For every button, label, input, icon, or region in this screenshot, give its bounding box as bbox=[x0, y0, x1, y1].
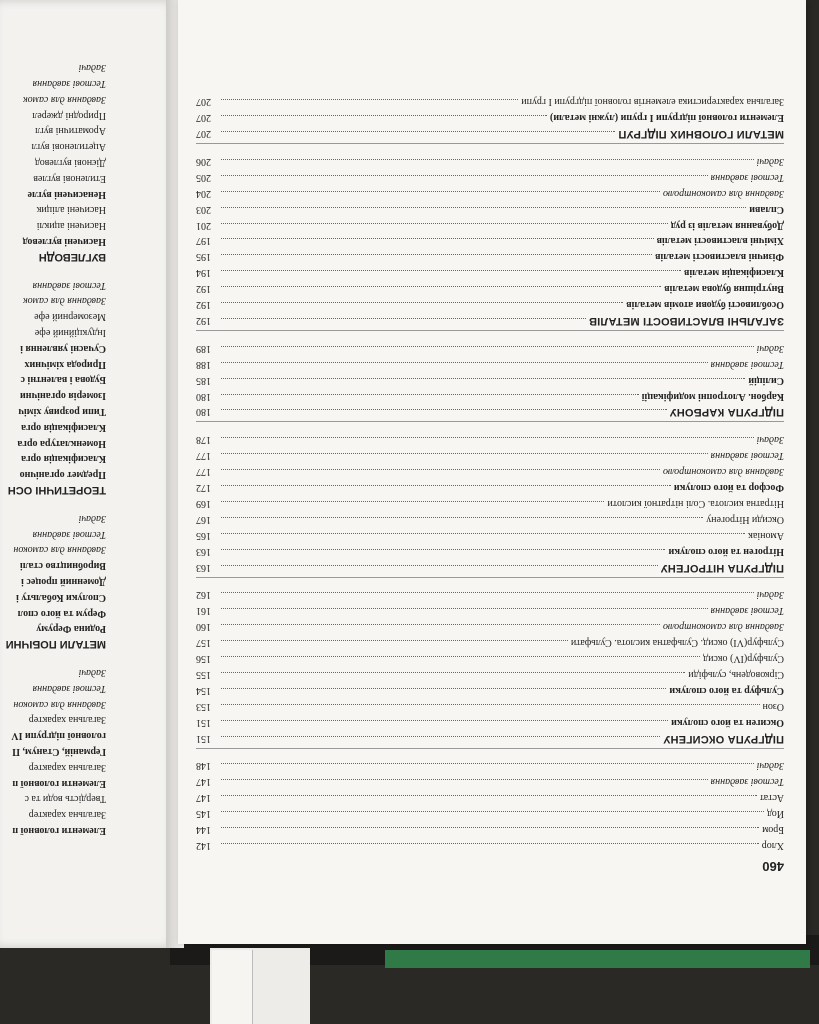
left-toc-entry: Твердість води та с bbox=[24, 793, 106, 805]
toc-dot-leader bbox=[221, 270, 681, 279]
toc-page-number: 195 bbox=[196, 251, 211, 263]
toc-page-number: 157 bbox=[196, 637, 211, 649]
toc-entry-title: МЕТАЛИ ГОЛОВНИХ ПІДГРУП bbox=[618, 128, 784, 141]
toc-page-number: 165 bbox=[196, 529, 211, 541]
toc-dot-leader bbox=[221, 410, 667, 419]
left-page bbox=[0, 0, 178, 948]
left-toc-entry: головної підгрупи IV bbox=[11, 730, 106, 742]
left-toc-entry: Мезомерний ефе bbox=[34, 311, 106, 323]
left-toc-section-heading: ТЕОРЕТИЧНІ ОСН bbox=[7, 484, 106, 496]
toc-entry-title: Добування металів із руд bbox=[670, 219, 784, 231]
toc-page-number: 151 bbox=[196, 716, 211, 728]
toc-dot-leader bbox=[221, 608, 708, 617]
toc-page-number: 147 bbox=[196, 792, 211, 804]
toc-dot-leader bbox=[221, 624, 660, 633]
toc-entry-title: Тестові завдання bbox=[710, 776, 784, 788]
toc-entry[interactable] bbox=[196, 265, 784, 279]
toc-entry-title: Йод bbox=[766, 808, 784, 820]
left-toc-section-heading: ВУГЛЕВОДН bbox=[38, 250, 106, 263]
left-toc-entry: Ізомерія органічни bbox=[20, 390, 106, 402]
left-toc-entry: Природні джерел bbox=[32, 109, 106, 121]
toc-page-number: 147 bbox=[196, 776, 211, 788]
toc-page-number: 160 bbox=[196, 621, 211, 633]
toc-page-number: 180 bbox=[196, 390, 211, 402]
toc-page-number: 180 bbox=[196, 406, 211, 418]
toc-entry[interactable] bbox=[196, 528, 784, 542]
toc-dot-leader bbox=[221, 175, 708, 184]
toc-entry-title: Бром bbox=[762, 824, 784, 836]
toc-entry[interactable] bbox=[196, 603, 784, 617]
toc-entry-title: Внутрішня будова металів bbox=[664, 283, 784, 295]
toc-section-heading[interactable] bbox=[196, 126, 784, 140]
left-toc-entry: Елементи головної п bbox=[12, 777, 106, 789]
toc-entry-title: Фосфор та його сполуки bbox=[673, 482, 784, 494]
left-toc-entry: Завдання для самок bbox=[22, 93, 106, 105]
toc-entry-title: Завдання для самоконтролю bbox=[662, 466, 784, 478]
toc-entry-title: Тестові завдання bbox=[710, 450, 784, 462]
toc-page-number: 201 bbox=[196, 219, 211, 231]
toc-dot-leader bbox=[221, 286, 661, 295]
left-toc-entry: Тестові завдання bbox=[32, 528, 106, 540]
left-toc-entry: Сучасні уявлення і bbox=[20, 342, 106, 354]
toc-dot-leader bbox=[221, 99, 518, 108]
toc-entry[interactable] bbox=[196, 249, 784, 263]
toc-dot-leader bbox=[221, 115, 547, 124]
toc-entry-title: Оксиген та його сполуки bbox=[671, 716, 784, 728]
left-toc-entry: Завдання для самокон bbox=[13, 544, 106, 556]
left-toc-entry: Задачі bbox=[78, 62, 106, 74]
toc-section-heading[interactable] bbox=[196, 731, 784, 745]
toc-dot-leader bbox=[221, 656, 700, 665]
toc-dot-leader bbox=[221, 533, 745, 542]
toc-entry[interactable] bbox=[196, 715, 784, 729]
toc-entry[interactable] bbox=[196, 464, 784, 478]
toc-page-number: 207 bbox=[196, 96, 211, 108]
left-toc-entry: Задачі bbox=[78, 512, 106, 524]
toc-page-number: 142 bbox=[196, 840, 211, 851]
toc-entry[interactable] bbox=[196, 774, 784, 788]
cover-green-stripe bbox=[385, 950, 810, 968]
toc-dot-leader bbox=[221, 254, 652, 263]
toc-entry[interactable] bbox=[196, 699, 784, 713]
toc-page-number: 172 bbox=[196, 482, 211, 494]
left-toc-entry: Задачі bbox=[78, 667, 106, 678]
left-toc-entry: Ароматичні вугл bbox=[35, 125, 106, 137]
section-rule bbox=[196, 422, 784, 423]
toc-dot-leader bbox=[221, 394, 639, 403]
toc-entry-title: Задачі bbox=[756, 156, 784, 167]
toc-page-number: 154 bbox=[196, 684, 211, 696]
toc-entry-title: Сплави bbox=[749, 203, 784, 215]
toc-page-number: 156 bbox=[196, 653, 211, 665]
toc-entry-title: Тестові завдання bbox=[710, 171, 784, 183]
toc-entry-title: Сульфур(VI) оксид. Сульфатна кислота. Сульфати bbox=[570, 637, 784, 649]
toc-entry-title: Хімічні властивості металів bbox=[656, 235, 784, 247]
toc-entry-title: ЗАГАЛЬНІ ВЛАСТИВОСТІ МЕТАЛІВ bbox=[588, 315, 784, 327]
toc-entry[interactable] bbox=[196, 202, 784, 216]
toc-entry[interactable] bbox=[196, 512, 784, 526]
toc-page-number: 169 bbox=[196, 498, 211, 509]
toc-entry-title: Загальна характеристика елементів головної підгрупи І групи bbox=[521, 96, 784, 108]
toc-page-number: 151 bbox=[196, 732, 211, 744]
toc-entry[interactable] bbox=[196, 373, 784, 387]
toc-entry-title: Тестові завдання bbox=[710, 605, 784, 617]
toc-entry[interactable] bbox=[196, 683, 784, 697]
left-toc-entry: Виробництво сталі bbox=[20, 560, 106, 572]
toc-dot-leader bbox=[221, 501, 604, 510]
toc-entry[interactable] bbox=[196, 480, 784, 494]
toc-entry-title: Завдання для самоконтролю bbox=[662, 621, 784, 633]
left-toc-entry: Насичені аліцик bbox=[36, 204, 106, 216]
toc-entry-title: Амоніак bbox=[748, 529, 784, 541]
left-toc-entry: Загальна характер bbox=[28, 761, 106, 773]
left-toc-entry: Елементи головної п bbox=[12, 825, 106, 836]
toc-dot-leader bbox=[221, 191, 660, 200]
left-toc-entry: Класифікація орга bbox=[21, 453, 106, 465]
toc-page-number: 145 bbox=[196, 808, 211, 820]
toc-section-heading[interactable] bbox=[196, 313, 784, 327]
left-toc-entry: Сполуки Кобальту і bbox=[16, 591, 106, 603]
toc-page-number: 153 bbox=[196, 700, 211, 712]
toc-entry[interactable] bbox=[196, 389, 784, 403]
toc-entry-title: Хлор bbox=[761, 840, 784, 851]
toc-dot-leader bbox=[221, 131, 615, 140]
toc-page-number: 203 bbox=[196, 203, 211, 215]
left-toc-entry: Будова і валентні с bbox=[20, 374, 106, 386]
page-number: 460 bbox=[762, 859, 784, 874]
toc-dot-leader bbox=[221, 593, 754, 602]
toc-dot-leader bbox=[221, 517, 703, 526]
left-toc-entry: Природа хімічних bbox=[24, 358, 106, 370]
toc-dot-leader bbox=[221, 302, 623, 311]
left-toc-section-heading: МЕТАЛИ ПОБІЧНИ bbox=[5, 638, 106, 651]
toc-dot-leader bbox=[221, 346, 754, 355]
toc-dot-leader bbox=[221, 223, 668, 232]
toc-entry-title: Астат bbox=[759, 792, 784, 804]
toc-entry-title: Класифікація металів bbox=[684, 267, 784, 279]
toc-entry[interactable] bbox=[196, 432, 784, 446]
left-toc-entry: Ферум та його спол bbox=[17, 607, 106, 619]
toc-dot-leader bbox=[221, 378, 745, 387]
toc-page-number: 189 bbox=[196, 342, 211, 354]
toc-dot-leader bbox=[221, 795, 757, 804]
toc-entry[interactable] bbox=[196, 297, 784, 311]
toc-page-number: 144 bbox=[196, 824, 211, 836]
left-toc-entry: Насичені вуглевод bbox=[22, 236, 106, 247]
section-rule bbox=[196, 577, 784, 578]
toc-entry[interactable] bbox=[196, 357, 784, 371]
toc-dot-leader bbox=[221, 827, 759, 836]
toc-entry[interactable] bbox=[196, 496, 784, 510]
toc-dot-leader bbox=[221, 811, 764, 820]
toc-entry-title: ПІДГРУПА НІТРОГЕНУ bbox=[660, 561, 784, 574]
toc-dot-leader bbox=[221, 453, 708, 462]
toc-entry-title: Сульфур та його сполуки bbox=[669, 684, 784, 696]
toc-entry-title: Задачі bbox=[756, 760, 784, 772]
toc-entry[interactable] bbox=[196, 619, 784, 633]
toc-page-number: 185 bbox=[196, 374, 211, 386]
toc-entry-title: Карбон. Алотропні модифікації bbox=[641, 390, 784, 402]
toc-entry[interactable] bbox=[196, 110, 784, 124]
toc-entry-title: ПІДГРУПА ОКСИГЕНУ bbox=[663, 732, 784, 745]
left-toc-entry: Завдання для самокон bbox=[13, 698, 106, 710]
left-toc-entry: Родина Феруму bbox=[36, 623, 106, 635]
toc-section-heading[interactable] bbox=[196, 560, 784, 574]
toc-dot-leader bbox=[221, 565, 658, 574]
toc-entry-title: Особливості будови атомів металів bbox=[626, 299, 784, 311]
toc-page-number: 192 bbox=[196, 283, 211, 295]
left-toc-entry: Ацетиленові вугл bbox=[31, 141, 106, 153]
left-toc-entry: Загальна характер bbox=[28, 714, 106, 726]
toc-page-number: 197 bbox=[196, 235, 211, 247]
toc-page-number: 162 bbox=[196, 589, 211, 601]
toc-entry[interactable] bbox=[196, 822, 784, 836]
toc-page-number: 177 bbox=[196, 450, 211, 462]
toc-entry[interactable] bbox=[196, 588, 784, 602]
toc-page-number: 194 bbox=[196, 267, 211, 279]
toc-entry-title: Тестові завдання bbox=[710, 358, 784, 370]
toc-entry[interactable] bbox=[196, 154, 784, 168]
toc-entry[interactable] bbox=[196, 341, 784, 355]
toc-page-number: 163 bbox=[196, 545, 211, 557]
toc-entry-title: Завдання для самоконтролю bbox=[662, 187, 784, 199]
toc-dot-leader bbox=[221, 437, 754, 446]
left-toc-entry: Типи розриву хіміч bbox=[18, 406, 106, 417]
bookmark-tab-fold bbox=[212, 950, 253, 1024]
toc-dot-leader bbox=[221, 485, 671, 494]
toc-dot-leader bbox=[221, 239, 654, 248]
toc-page-number: 192 bbox=[196, 299, 211, 311]
toc-entry[interactable] bbox=[196, 218, 784, 232]
section-rule bbox=[196, 748, 784, 749]
toc-entry-title: Елементи головної підгрупи І групи (лужні метали) bbox=[549, 112, 784, 124]
toc-dot-leader bbox=[221, 764, 754, 773]
toc-entry-title: Оксиди Нітрогену bbox=[706, 513, 784, 525]
left-toc-entry: Етиленові вуглев bbox=[33, 172, 106, 184]
toc-page-number: 167 bbox=[196, 513, 211, 525]
toc-entry-title: Нітратна кислота. Солі нітратної кислоти bbox=[607, 498, 784, 509]
toc-dot-leader bbox=[221, 362, 708, 371]
toc-entry[interactable] bbox=[196, 94, 784, 108]
left-toc-entry: Номенклатура орга bbox=[17, 437, 106, 449]
toc-page-number: 207 bbox=[196, 128, 211, 140]
right-page bbox=[178, 0, 806, 944]
toc-dot-leader bbox=[221, 720, 668, 729]
toc-dot-leader bbox=[221, 843, 759, 852]
toc-page-number: 207 bbox=[196, 112, 211, 124]
toc-entry[interactable] bbox=[196, 186, 784, 200]
toc-entry-title: Озон bbox=[762, 700, 784, 712]
toc-dot-leader bbox=[221, 736, 660, 745]
toc-entry[interactable] bbox=[196, 651, 784, 665]
toc-entry-title: Задачі bbox=[756, 342, 784, 354]
left-toc-entry: Предмет органічно bbox=[19, 469, 106, 481]
toc-page-number: 177 bbox=[196, 466, 211, 478]
toc-entry[interactable] bbox=[196, 544, 784, 558]
toc-page-number: 163 bbox=[196, 561, 211, 573]
toc-dot-leader bbox=[221, 207, 746, 216]
toc-dot-leader bbox=[221, 688, 666, 697]
toc-entry-title: Задачі bbox=[756, 589, 784, 601]
toc-page-number: 178 bbox=[196, 434, 211, 446]
toc-entry[interactable] bbox=[196, 635, 784, 649]
left-toc-entry: Германій, Станум, П bbox=[12, 746, 106, 757]
toc-page-number: 148 bbox=[196, 760, 211, 772]
toc-entry[interactable] bbox=[196, 806, 784, 820]
section-rule bbox=[196, 143, 784, 144]
toc-entry-title: Фізичні властивості металів bbox=[655, 251, 784, 263]
toc-entry-title: Сірководень, сульфіди bbox=[688, 669, 784, 680]
left-toc-entry: Класифікація орга bbox=[21, 421, 106, 433]
toc-dot-leader bbox=[221, 159, 754, 168]
left-toc-entry: Завдання для самок bbox=[22, 295, 106, 307]
left-toc-entry: Насичені ациклі bbox=[36, 220, 106, 232]
toc-entry[interactable] bbox=[196, 667, 784, 681]
section-rule bbox=[196, 330, 784, 331]
toc-page-number: 205 bbox=[196, 171, 211, 183]
toc-entry-title: Задачі bbox=[756, 434, 784, 446]
left-toc-entry: Тестові завдання bbox=[32, 682, 106, 694]
toc-dot-leader bbox=[221, 469, 660, 478]
left-toc-entry: Індукційний ефе bbox=[34, 327, 106, 338]
toc-entry[interactable] bbox=[196, 281, 784, 295]
toc-entry[interactable] bbox=[196, 838, 784, 852]
toc-entry[interactable] bbox=[196, 170, 784, 184]
toc-dot-leader bbox=[221, 318, 586, 327]
toc-page-number: 155 bbox=[196, 669, 211, 680]
toc-dot-leader bbox=[221, 704, 760, 713]
toc-entry[interactable] bbox=[196, 759, 784, 773]
toc-entry-title: Силіцій bbox=[748, 374, 784, 386]
toc-entry[interactable] bbox=[196, 234, 784, 248]
left-toc-entry: Доменний процес і bbox=[21, 576, 106, 587]
toc-page-number: 188 bbox=[196, 358, 211, 370]
left-toc-entry: Ненасичені вугле bbox=[27, 188, 106, 200]
toc-entry-title: Сульфур(IV) оксид bbox=[703, 653, 784, 665]
toc-dot-leader bbox=[221, 549, 665, 558]
toc-dot-leader bbox=[221, 640, 568, 649]
left-toc-entry: Тестові завдання bbox=[32, 78, 106, 89]
toc-entry-title: ПІДГРУПА КАРБОНУ bbox=[669, 406, 784, 419]
toc-dot-leader bbox=[221, 779, 708, 788]
left-toc-entry: Загальна характер bbox=[28, 809, 106, 821]
toc-section-heading[interactable] bbox=[196, 405, 784, 419]
toc-entry-title: Нітроген та його сполуки bbox=[668, 545, 784, 557]
toc-page-number: 192 bbox=[196, 315, 211, 326]
toc-entry[interactable] bbox=[196, 448, 784, 462]
toc-page-number: 206 bbox=[196, 156, 211, 167]
right-page-content bbox=[178, 0, 806, 944]
toc-entry[interactable] bbox=[196, 790, 784, 804]
left-toc-entry: Тестові завдання bbox=[32, 279, 106, 291]
toc-dot-leader bbox=[221, 672, 685, 681]
toc-page-number: 161 bbox=[196, 605, 211, 617]
toc-page-number: 204 bbox=[196, 187, 211, 199]
left-page-content bbox=[0, 0, 178, 948]
left-toc-entry: Дієнові вуглевод bbox=[34, 157, 106, 168]
